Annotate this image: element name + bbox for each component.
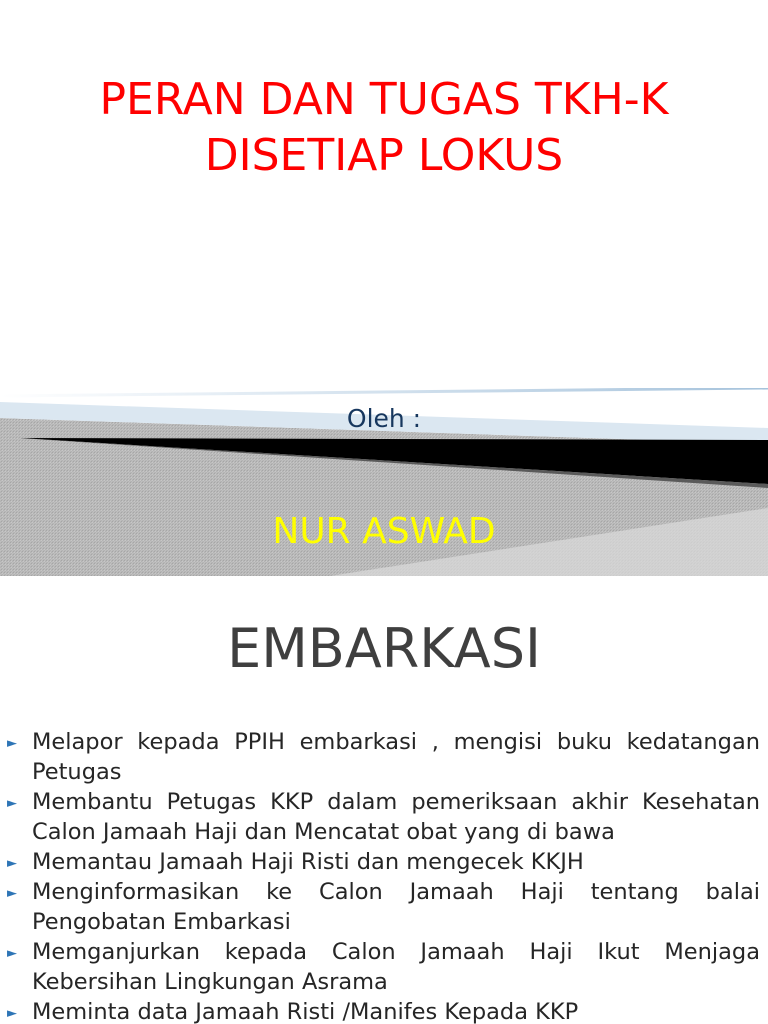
content-slide xyxy=(0,576,768,1024)
bullet-arrow-icon: ► xyxy=(7,856,17,871)
slide-title-line-2: DISETIAP LOKUS xyxy=(204,130,564,181)
bullet-arrow-icon: ► xyxy=(7,1006,17,1021)
section-title: EMBARKASI xyxy=(227,617,541,680)
slide-title xyxy=(0,72,768,184)
list-item xyxy=(0,997,768,1024)
list-item xyxy=(0,847,768,877)
bullet-arrow-icon: ► xyxy=(7,796,17,811)
list-item xyxy=(0,937,768,997)
list-item xyxy=(0,877,768,937)
list-item-text: Membantu Petugas KKP dalam pemeriksaan akhir Kesehatan Calon Jamaah Haji dan Mencatat obat yang di bawa xyxy=(32,789,760,845)
slide-title-line-1: PERAN DAN TUGAS TKH-K xyxy=(99,74,669,125)
bullet-arrow-icon: ► xyxy=(7,736,17,751)
author-name: NUR ASWAD xyxy=(272,511,496,552)
bullet-arrow-icon: ► xyxy=(7,946,17,961)
bullet-arrow-icon: ► xyxy=(7,886,17,901)
list-item-text: Memganjurkan kepada Calon Jamaah Haji Ikut Menjaga Kebersihan Lingkungan Asrama xyxy=(32,939,760,995)
list-item xyxy=(0,727,768,787)
list-item-text: Melapor kepada PPIH embarkasi , mengisi buku kedatangan Petugas xyxy=(32,729,760,785)
list-item-text: Meminta data Jamaah Risti /Manifes Kepada KKP xyxy=(32,999,579,1024)
list-item xyxy=(0,787,768,847)
list-item-text: Memantau Jamaah Haji Risti dan mengecek KKJH xyxy=(32,849,584,875)
list-item-text: Menginformasikan ke Calon Jamaah Haji tentang balai Pengobatan Embarkasi xyxy=(32,879,760,935)
by-label: Oleh : xyxy=(346,404,422,433)
bullet-list xyxy=(0,727,768,1024)
